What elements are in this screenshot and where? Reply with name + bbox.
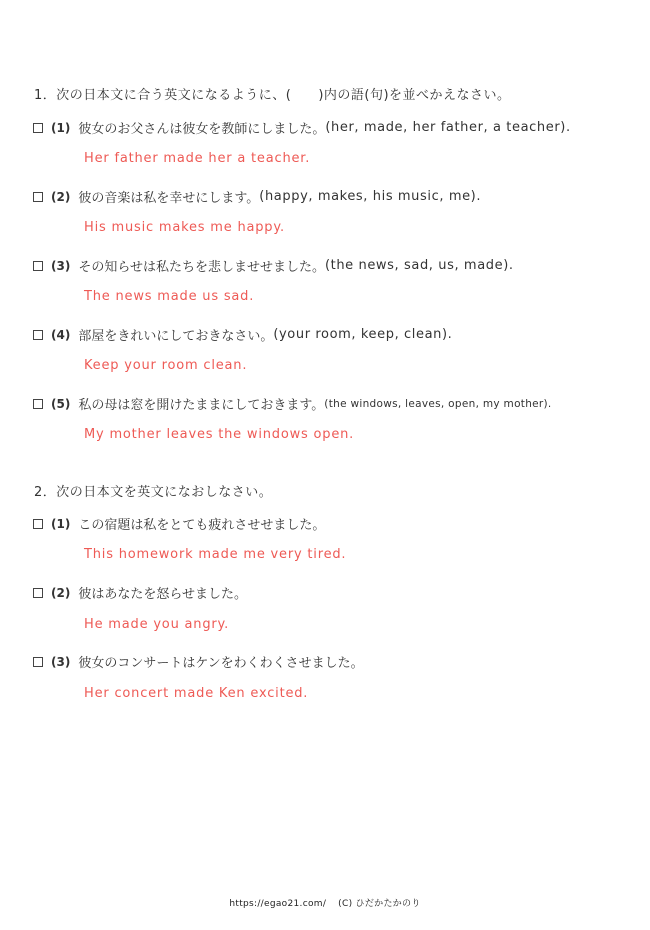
answer-1-3: The news made us sad. <box>84 289 255 304</box>
question-japanese: 彼女のお父さんは彼女を教師にしました。 <box>78 122 326 137</box>
answer-1-4: Keep your room clean. <box>84 358 248 373</box>
question-words: (the windows, leaves, open, my mother). <box>324 397 552 410</box>
section2-title: 2．次の日本文を英文になおしなさい。 <box>34 485 273 500</box>
question-number: (3) <box>51 654 71 669</box>
checkbox[interactable] <box>33 330 43 340</box>
question-2-3 <box>33 652 364 671</box>
question-number: (2) <box>51 189 71 204</box>
question-number: (1) <box>51 120 71 135</box>
checkbox[interactable] <box>33 399 43 409</box>
question-number: (5) <box>51 396 71 411</box>
answer-2-1: This homework made me very tired. <box>84 547 347 562</box>
question-words: (your room, keep, clean). <box>273 327 453 342</box>
answer-1-2: His music makes me happy. <box>84 220 285 235</box>
question-1-3 <box>33 256 514 275</box>
checkbox[interactable] <box>33 123 43 133</box>
answer-1-5: My mother leaves the windows open. <box>84 427 355 442</box>
question-words: (the news, sad, us, made). <box>324 258 514 273</box>
question-2-2 <box>33 583 247 602</box>
answer-2-2: He made you angry. <box>84 617 230 632</box>
footer-credit: (C) ひだかたかのり <box>338 899 421 909</box>
checkbox[interactable] <box>33 588 43 598</box>
answer-1-1: Her father made her a teacher. <box>84 151 311 166</box>
answer-2-3: Her concert made Ken excited. <box>84 686 309 701</box>
question-words: (her, made, her father, a teacher). <box>325 120 571 135</box>
checkbox[interactable] <box>33 657 43 667</box>
footer-url[interactable]: https://egao21.com/ <box>229 899 327 909</box>
question-1-4 <box>33 325 452 344</box>
section1-title: 1．次の日本文に合う英文になるように、( )内の語(句)を並べかえなさい。 <box>34 88 511 103</box>
question-number: (4) <box>51 327 71 342</box>
checkbox[interactable] <box>33 192 43 202</box>
question-japanese: 彼女のコンサートはケンをわくわくさせました。 <box>78 656 364 671</box>
question-1-5 <box>33 394 552 413</box>
question-japanese: その知らせは私たちを悲しませせました。 <box>78 260 325 275</box>
question-japanese: 彼の音楽は私を幸せにします。 <box>78 191 260 206</box>
question-1-2 <box>33 187 481 206</box>
question-japanese: 部屋をきれいにしておきなさい。 <box>78 329 274 344</box>
footer <box>0 896 650 909</box>
question-words: (happy, makes, his music, me). <box>259 189 482 204</box>
question-number: (3) <box>51 258 71 273</box>
question-2-1 <box>33 514 325 533</box>
question-japanese: この宿題は私をとても疲れさせせました。 <box>78 518 326 533</box>
question-number: (1) <box>51 516 71 531</box>
question-japanese: 私の母は窓を開けたままにしておきます。 <box>78 398 325 413</box>
checkbox[interactable] <box>33 261 43 271</box>
question-1-1 <box>33 118 571 137</box>
question-number: (2) <box>51 585 71 600</box>
checkbox[interactable] <box>33 519 43 529</box>
question-japanese: 彼はあなたを怒らせました。 <box>78 587 247 602</box>
